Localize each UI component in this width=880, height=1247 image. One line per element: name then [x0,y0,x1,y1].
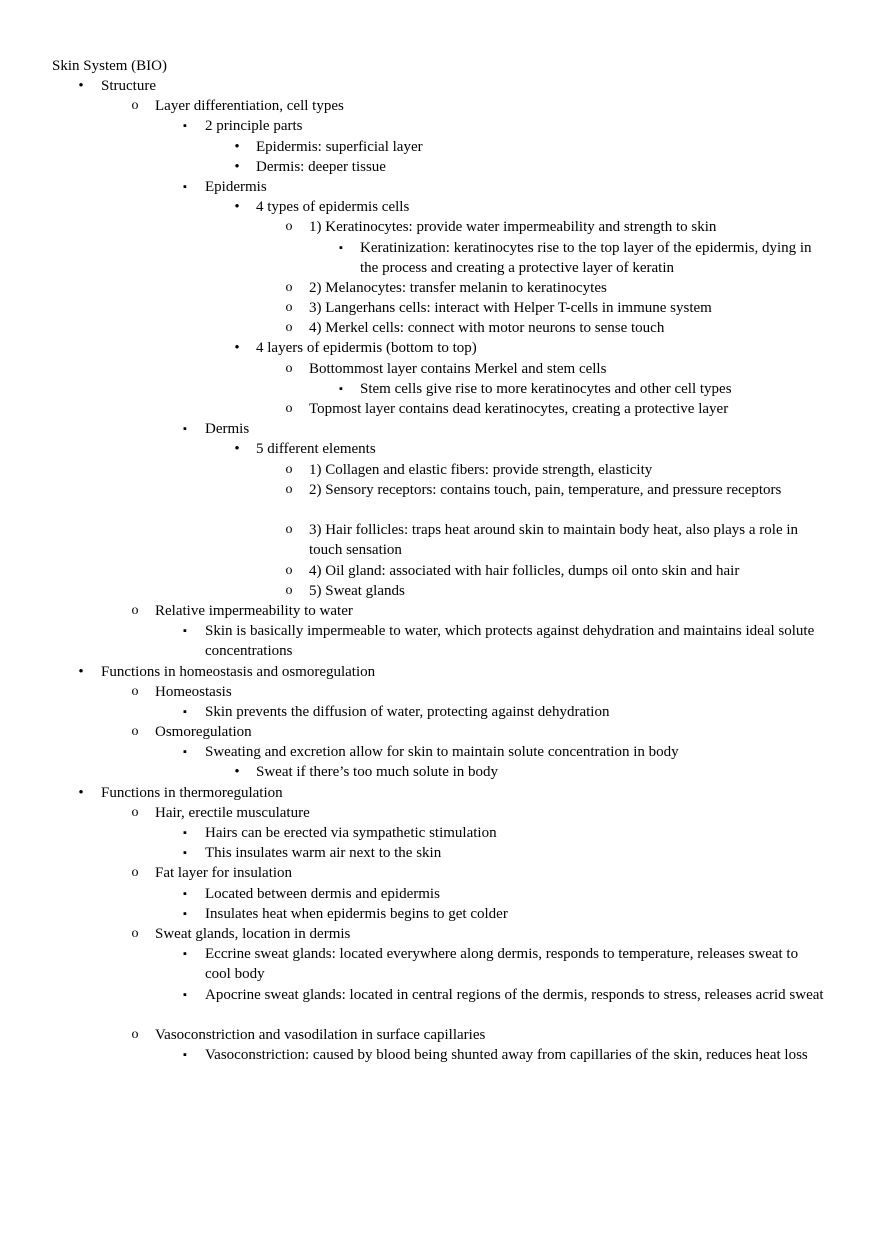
outline-item-text: Epidermis [205,178,267,195]
bullet-marker: • [234,138,240,155]
outline-item [0,702,880,722]
outline-item [0,863,880,883]
outline-item-text: Sweat glands, location in dermis [155,925,351,942]
bullet-marker: o [285,481,293,497]
outline-item-text: Stem cells give rise to more keratinocytes and other cell types [360,380,732,397]
outline-item [0,439,880,459]
bullet-marker: • [234,158,240,175]
bullet-marker: ▪ [183,847,187,860]
outline-item-text: Keratinization: keratinocytes rise to the top layer of the epidermis, dying in the process and creating a protective layer of keratin [360,239,812,276]
outline-item-text: This insulates warm air next to the skin [205,845,442,862]
outline-item [0,561,880,581]
outline-item-text: Vasoconstriction and vasodilation in surface capillaries [155,1026,486,1043]
outline-item [0,601,880,621]
bullet-marker: ▪ [183,180,187,193]
bullet-marker: o [131,804,139,820]
outline-item [0,944,880,984]
outline-item-text: Layer differentiation, cell types [155,98,344,115]
outline-item-text: Functions in thermoregulation [101,784,283,801]
outline-item-text: Hairs can be erected via sympathetic stimulation [205,825,497,841]
outline-item-text: 2) Melanocytes: transfer melanin to keratinocytes [309,279,607,296]
bullet-marker: • [78,78,84,94]
outline-item-text: Homeostasis [155,683,232,700]
outline-item [0,359,880,379]
bullet-marker: o [131,724,139,740]
bullet-marker: • [78,784,84,801]
bullet-marker: ▪ [183,887,187,900]
outline-item-text: Sweating and excretion allow for skin to maintain solute concentration in body [205,744,679,761]
outline-item-text: Eccrine sweat glands: located everywhere along dermis, responds to temperature, releases sweat to cool body [205,946,799,983]
outline-item [0,238,880,278]
bullet-marker: ▪ [183,988,187,1001]
outline-item [0,419,880,439]
bullet-marker: o [131,865,139,881]
outline-item [0,904,880,924]
bullet-marker: ▪ [183,625,187,638]
outline-item [0,460,880,480]
bullet-marker: ▪ [339,382,343,395]
bullet-marker: • [234,441,240,458]
outline-item [0,924,880,944]
bullet-marker: o [285,360,293,376]
outline-item [0,1045,880,1085]
document-title: Skin System (BIO) [52,58,168,74]
bullet-marker: o [285,562,293,578]
bullet-marker: o [285,401,293,417]
outline-item-text: Topmost layer contains dead keratinocytes, creating a protective layer [309,401,729,418]
outline-item [0,96,880,116]
outline-item-text: Sweat if there’s too much solute in body [256,764,499,781]
outline-item [0,621,880,661]
outline-item [0,682,880,702]
outline-item [0,298,880,318]
outline-item-text: 1) Collagen and elastic fibers: provide strength, elasticity [309,461,653,478]
outline-item [0,662,880,682]
outline-item-text: 4) Merkel cells: connect with motor neurons to sense touch [309,320,665,337]
outline-item-text: Located between dermis and epidermis [205,885,440,902]
bullet-marker: o [285,320,293,336]
bullet-marker: o [285,582,293,598]
outline-item-text: 4 layers of epidermis (bottom to top) [256,340,477,357]
outline-item [0,884,880,904]
bullet-marker: o [285,219,293,235]
bullet-marker: o [285,279,293,295]
outline-list [0,76,880,1085]
outline-item-text: Dermis [205,421,250,438]
outline-item-text: Hair, erectile musculature [155,804,310,821]
outline-item [0,1025,880,1045]
bullet-marker: o [131,98,139,114]
bullet-marker: ▪ [183,948,187,961]
outline-item-text: 4 types of epidermis cells [256,199,410,216]
bullet-marker: ▪ [339,241,343,254]
outline-item [0,399,880,419]
bullet-marker: ▪ [183,827,187,839]
outline-item-text: Insulates heat when epidermis begins to get colder [205,905,508,922]
outline-item-text: Dermis: deeper tissue [256,158,386,175]
bullet-marker: o [131,602,139,618]
outline-item-text: Fat layer for insulation [155,865,293,882]
outline-item-text: 3) Hair follicles: traps heat around skin to maintain body heat, also plays a role in touch sensation [309,522,799,559]
outline-item [0,985,880,1025]
bullet-marker: ▪ [183,423,187,436]
outline-item [0,581,880,601]
outline-item-text: Skin prevents the diffusion of water, protecting against dehydration [205,703,610,720]
outline-item [0,843,880,863]
outline-item [0,520,880,560]
bullet-marker: ▪ [183,1049,187,1062]
outline-item [0,76,880,96]
outline-item [0,177,880,197]
bullet-marker: • [78,663,84,680]
outline-item [0,137,880,157]
outline-item-text: Osmoregulation [155,724,252,741]
bullet-marker: • [234,199,240,216]
outline-item-text: Apocrine sweat glands: located in central regions of the dermis, responds to stress, releases acrid sweat [205,986,824,1003]
outline-item-text: 1) Keratinocytes: provide water impermeability and strength to skin [309,219,717,236]
outline-item [0,480,880,520]
outline-item-text: 2) Sensory receptors: contains touch, pain, temperature, and pressure receptors [309,481,782,498]
outline-item-text: Structure [101,78,156,94]
outline-item [0,338,880,358]
outline-item [0,803,880,823]
outline-item-text: 5) Sweat glands [309,582,405,599]
bullet-marker: • [234,764,240,781]
outline-item [0,783,880,803]
outline-item-text: 3) Langerhans cells: interact with Helper T-cells in immune system [309,300,712,317]
outline-item [0,762,880,782]
outline-item [0,217,880,237]
outline-item [0,197,880,217]
outline-item-text: 4) Oil gland: associated with hair follicles, dumps oil onto skin and hair [309,562,740,579]
outline-item-text: Bottommost layer contains Merkel and stem cells [309,360,607,377]
outline-item [0,742,880,762]
bullet-marker: o [285,300,293,316]
bullet-marker: o [285,461,293,477]
bullet-marker: o [131,1026,139,1042]
outline-item [0,722,880,742]
outline-item-text: Skin is basically impermeable to water, which protects against dehydration and maintains ideal solute concentrations [205,623,815,660]
bullet-marker: o [285,522,293,538]
outline-item-text: 2 principle parts [205,118,303,135]
bullet-marker: ▪ [183,120,187,133]
bullet-marker: o [131,683,139,699]
bullet-marker: • [234,340,240,357]
outline-item-text: Relative impermeability to water [155,602,353,619]
outline-item [0,318,880,338]
bullet-marker: ▪ [183,907,187,920]
bullet-marker: ▪ [183,705,187,718]
outline-item [0,823,880,843]
outline-item-text: Functions in homeostasis and osmoregulation [101,663,376,680]
outline-item [0,379,880,399]
outline-item [0,278,880,298]
bullet-marker: ▪ [183,746,187,759]
outline-item [0,157,880,177]
bullet-marker: o [131,925,139,941]
outline-item-text: 5 different elements [256,441,376,458]
outline-item [0,116,880,136]
outline-item-text: Epidermis: superficial layer [256,138,423,155]
outline-item-text: Vasoconstriction: caused by blood being shunted away from capillaries of the skin, reduces heat loss [205,1047,808,1064]
